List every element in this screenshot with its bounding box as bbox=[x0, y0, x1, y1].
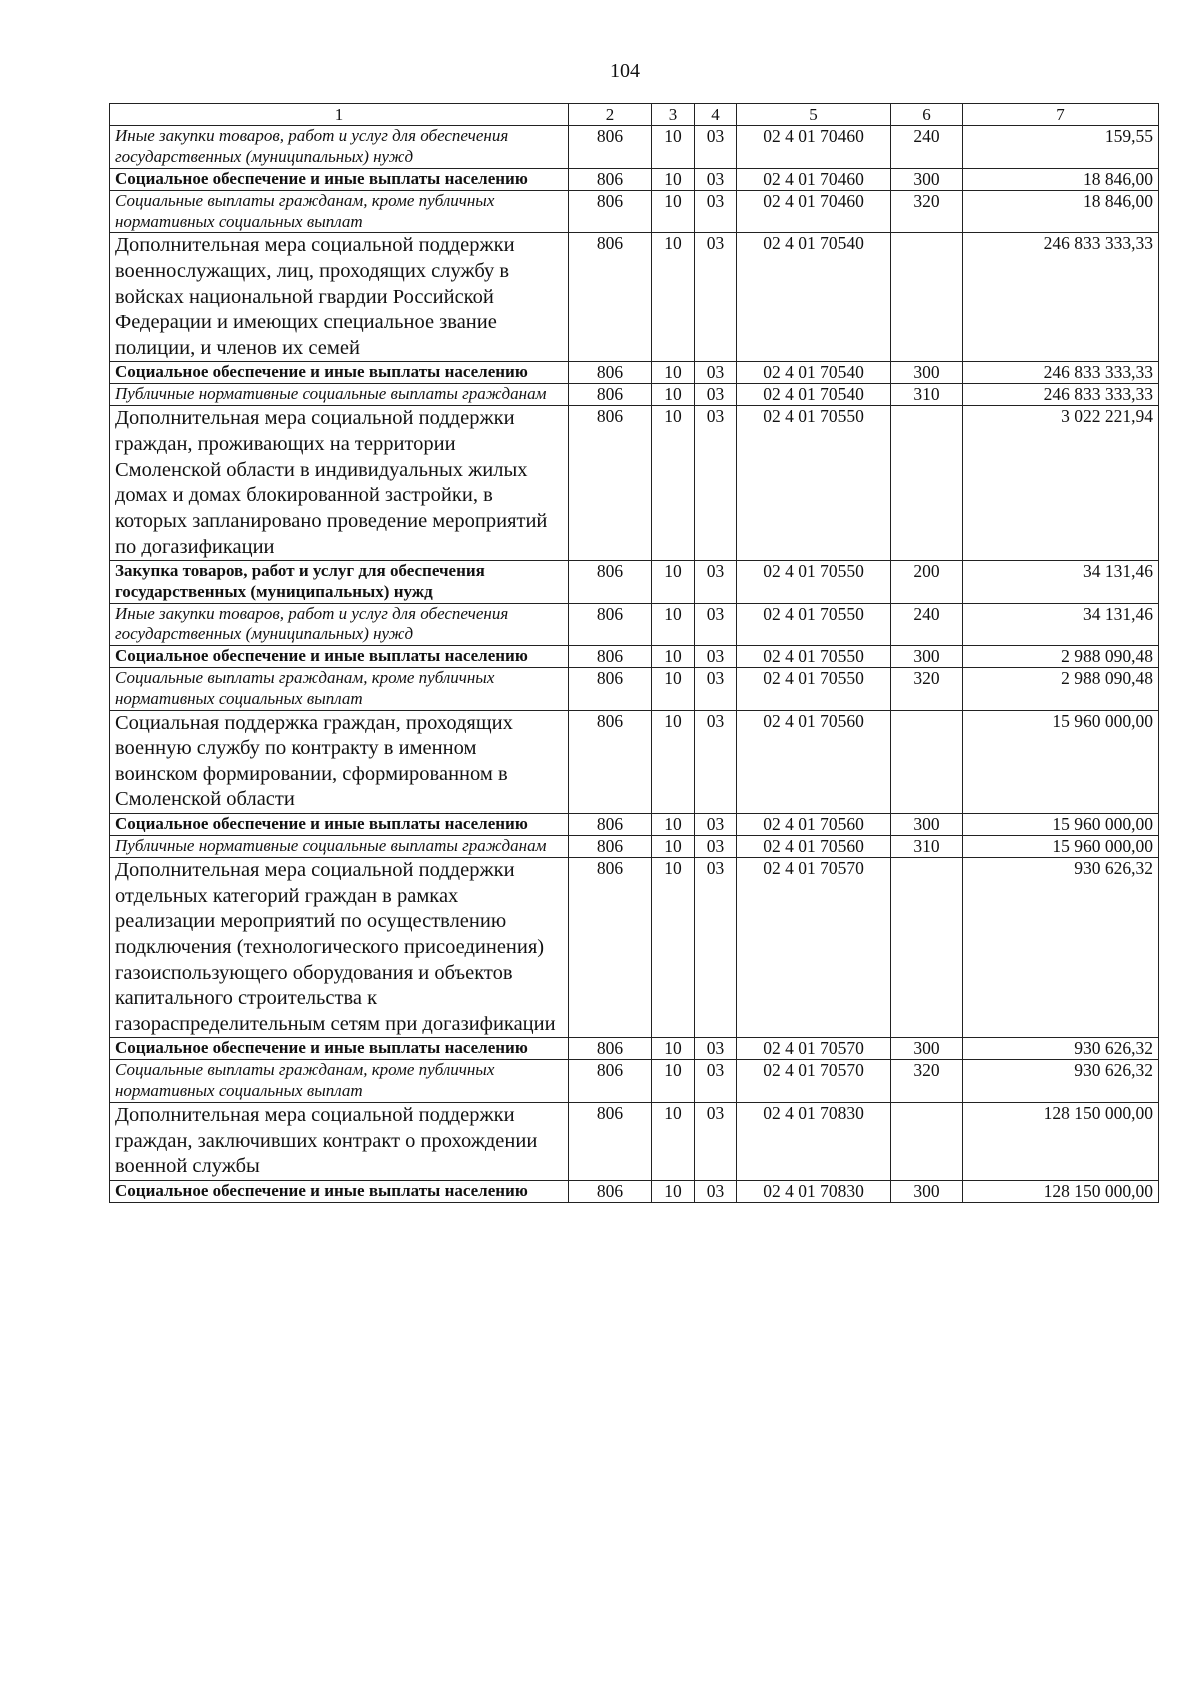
gr-code-cell: 806 bbox=[569, 561, 652, 603]
target-article-cell: 02 4 01 70540 bbox=[737, 233, 891, 362]
amount-cell: 34 131,46 bbox=[963, 603, 1159, 645]
gr-code-cell: 806 bbox=[569, 1102, 652, 1180]
budget-table bbox=[109, 103, 1159, 1203]
table-row bbox=[110, 168, 1159, 190]
expense-type-cell bbox=[891, 233, 963, 362]
page-number: 104 bbox=[610, 60, 640, 82]
row-name-cell: Дополнительная мера социальной поддержки граждан, заключивших контракт о прохождении военной службы bbox=[110, 1102, 569, 1180]
section-cell: 10 bbox=[652, 126, 695, 168]
table-body bbox=[110, 126, 1159, 1202]
table-row bbox=[110, 668, 1159, 710]
expense-type-cell bbox=[891, 406, 963, 561]
gr-code-cell: 806 bbox=[569, 710, 652, 814]
target-article-cell: 02 4 01 70560 bbox=[737, 710, 891, 814]
expense-type-cell: 300 bbox=[891, 646, 963, 668]
expense-type-cell: 320 bbox=[891, 190, 963, 232]
amount-cell: 2 988 090,48 bbox=[963, 668, 1159, 710]
amount-cell: 18 846,00 bbox=[963, 168, 1159, 190]
expense-type-cell: 240 bbox=[891, 603, 963, 645]
row-name-cell: Публичные нормативные социальные выплаты гражданам bbox=[110, 836, 569, 858]
expense-type-cell bbox=[891, 710, 963, 814]
section-cell: 10 bbox=[652, 233, 695, 362]
amount-cell: 18 846,00 bbox=[963, 190, 1159, 232]
subsection-cell: 03 bbox=[695, 603, 737, 645]
table-row bbox=[110, 814, 1159, 836]
subsection-cell: 03 bbox=[695, 1102, 737, 1180]
target-article-cell: 02 4 01 70550 bbox=[737, 646, 891, 668]
target-article-cell: 02 4 01 70570 bbox=[737, 1038, 891, 1060]
subsection-cell: 03 bbox=[695, 190, 737, 232]
amount-cell: 15 960 000,00 bbox=[963, 836, 1159, 858]
target-article-cell: 02 4 01 70550 bbox=[737, 406, 891, 561]
section-cell: 10 bbox=[652, 646, 695, 668]
amount-cell: 930 626,32 bbox=[963, 858, 1159, 1038]
column-header: 3 bbox=[652, 104, 695, 126]
section-cell: 10 bbox=[652, 384, 695, 406]
subsection-cell: 03 bbox=[695, 668, 737, 710]
table-row bbox=[110, 126, 1159, 168]
row-name-cell: Социальные выплаты гражданам, кроме публичных нормативных социальных выплат bbox=[110, 668, 569, 710]
subsection-cell: 03 bbox=[695, 406, 737, 561]
subsection-cell: 03 bbox=[695, 836, 737, 858]
row-name-cell: Социальные выплаты гражданам, кроме публичных нормативных социальных выплат bbox=[110, 190, 569, 232]
column-header: 1 bbox=[110, 104, 569, 126]
table-row bbox=[110, 603, 1159, 645]
row-name-cell: Дополнительная мера социальной поддержки отдельных категорий граждан в рамках реализации мероприятий по осуществлению подключения (технологического присоединения) газоиспользующего оборудования и объектов капитального строительства к газораспределительным сетям при догазификации bbox=[110, 858, 569, 1038]
subsection-cell: 03 bbox=[695, 646, 737, 668]
amount-cell: 246 833 333,33 bbox=[963, 362, 1159, 384]
target-article-cell: 02 4 01 70550 bbox=[737, 561, 891, 603]
gr-code-cell: 806 bbox=[569, 233, 652, 362]
row-name-cell: Социальные выплаты гражданам, кроме публичных нормативных социальных выплат bbox=[110, 1060, 569, 1102]
column-header: 6 bbox=[891, 104, 963, 126]
subsection-cell: 03 bbox=[695, 1060, 737, 1102]
table-row bbox=[110, 190, 1159, 232]
expense-type-cell: 240 bbox=[891, 126, 963, 168]
section-cell: 10 bbox=[652, 1180, 695, 1202]
amount-cell: 246 833 333,33 bbox=[963, 384, 1159, 406]
amount-cell: 15 960 000,00 bbox=[963, 710, 1159, 814]
amount-cell: 930 626,32 bbox=[963, 1060, 1159, 1102]
expense-type-cell bbox=[891, 858, 963, 1038]
subsection-cell: 03 bbox=[695, 362, 737, 384]
subsection-cell: 03 bbox=[695, 814, 737, 836]
target-article-cell: 02 4 01 70550 bbox=[737, 668, 891, 710]
row-name-cell: Социальное обеспечение и иные выплаты населению bbox=[110, 646, 569, 668]
table-row bbox=[110, 1038, 1159, 1060]
subsection-cell: 03 bbox=[695, 858, 737, 1038]
section-cell: 10 bbox=[652, 1102, 695, 1180]
subsection-cell: 03 bbox=[695, 384, 737, 406]
row-name-cell: Дополнительная мера социальной поддержки граждан, проживающих на территории Смоленской области в индивидуальных жилых домах и домах блокированной застройки, в которых запланировано проведение мероприятий по догазификации bbox=[110, 406, 569, 561]
table-row bbox=[110, 1102, 1159, 1180]
expense-type-cell: 300 bbox=[891, 814, 963, 836]
table-row bbox=[110, 384, 1159, 406]
subsection-cell: 03 bbox=[695, 561, 737, 603]
gr-code-cell: 806 bbox=[569, 836, 652, 858]
section-cell: 10 bbox=[652, 814, 695, 836]
gr-code-cell: 806 bbox=[569, 646, 652, 668]
table-row bbox=[110, 1060, 1159, 1102]
section-cell: 10 bbox=[652, 1038, 695, 1060]
expense-type-cell: 310 bbox=[891, 384, 963, 406]
gr-code-cell: 806 bbox=[569, 603, 652, 645]
expense-type-cell: 300 bbox=[891, 1180, 963, 1202]
row-name-cell: Закупка товаров, работ и услуг для обеспечения государственных (муниципальных) нужд bbox=[110, 561, 569, 603]
expense-type-cell: 320 bbox=[891, 1060, 963, 1102]
row-name-cell: Публичные нормативные социальные выплаты гражданам bbox=[110, 384, 569, 406]
gr-code-cell: 806 bbox=[569, 858, 652, 1038]
subsection-cell: 03 bbox=[695, 710, 737, 814]
table-row bbox=[110, 1180, 1159, 1202]
section-cell: 10 bbox=[652, 561, 695, 603]
gr-code-cell: 806 bbox=[569, 190, 652, 232]
row-name-cell: Социальное обеспечение и иные выплаты населению bbox=[110, 362, 569, 384]
section-cell: 10 bbox=[652, 836, 695, 858]
section-cell: 10 bbox=[652, 1060, 695, 1102]
target-article-cell: 02 4 01 70540 bbox=[737, 384, 891, 406]
row-name-cell: Социальное обеспечение и иные выплаты населению bbox=[110, 814, 569, 836]
target-article-cell: 02 4 01 70460 bbox=[737, 168, 891, 190]
expense-type-cell: 310 bbox=[891, 836, 963, 858]
target-article-cell: 02 4 01 70550 bbox=[737, 603, 891, 645]
target-article-cell: 02 4 01 70570 bbox=[737, 1060, 891, 1102]
row-name-cell: Дополнительная мера социальной поддержки военнослужащих, лиц, проходящих службу в войсках национальной гвардии Российской Федерации и имеющих специальное звание полиции, и членов их семей bbox=[110, 233, 569, 362]
gr-code-cell: 806 bbox=[569, 1038, 652, 1060]
section-cell: 10 bbox=[652, 406, 695, 561]
gr-code-cell: 806 bbox=[569, 406, 652, 561]
table-row bbox=[110, 858, 1159, 1038]
expense-type-cell: 300 bbox=[891, 1038, 963, 1060]
amount-cell: 2 988 090,48 bbox=[963, 646, 1159, 668]
target-article-cell: 02 4 01 70830 bbox=[737, 1180, 891, 1202]
amount-cell: 15 960 000,00 bbox=[963, 814, 1159, 836]
table-row bbox=[110, 406, 1159, 561]
table-row bbox=[110, 710, 1159, 814]
row-name-cell: Социальная поддержка граждан, проходящих военную службу по контракту в именном воинском формировании, сформированном в Смоленской области bbox=[110, 710, 569, 814]
gr-code-cell: 806 bbox=[569, 362, 652, 384]
subsection-cell: 03 bbox=[695, 126, 737, 168]
amount-cell: 128 150 000,00 bbox=[963, 1180, 1159, 1202]
row-name-cell: Иные закупки товаров, работ и услуг для обеспечения государственных (муниципальных) нужд bbox=[110, 603, 569, 645]
subsection-cell: 03 bbox=[695, 168, 737, 190]
row-name-cell: Социальное обеспечение и иные выплаты населению bbox=[110, 1038, 569, 1060]
row-name-cell: Социальное обеспечение и иные выплаты населению bbox=[110, 1180, 569, 1202]
section-cell: 10 bbox=[652, 858, 695, 1038]
expense-type-cell: 300 bbox=[891, 362, 963, 384]
target-article-cell: 02 4 01 70560 bbox=[737, 836, 891, 858]
gr-code-cell: 806 bbox=[569, 1060, 652, 1102]
table-row bbox=[110, 646, 1159, 668]
expense-type-cell: 300 bbox=[891, 168, 963, 190]
target-article-cell: 02 4 01 70540 bbox=[737, 362, 891, 384]
amount-cell: 128 150 000,00 bbox=[963, 1102, 1159, 1180]
table-row bbox=[110, 561, 1159, 603]
section-cell: 10 bbox=[652, 668, 695, 710]
section-cell: 10 bbox=[652, 362, 695, 384]
target-article-cell: 02 4 01 70460 bbox=[737, 126, 891, 168]
subsection-cell: 03 bbox=[695, 1180, 737, 1202]
target-article-cell: 02 4 01 70570 bbox=[737, 858, 891, 1038]
amount-cell: 930 626,32 bbox=[963, 1038, 1159, 1060]
table-row bbox=[110, 233, 1159, 362]
column-header: 7 bbox=[963, 104, 1159, 126]
section-cell: 10 bbox=[652, 190, 695, 232]
amount-cell: 246 833 333,33 bbox=[963, 233, 1159, 362]
column-header: 2 bbox=[569, 104, 652, 126]
expense-type-cell: 200 bbox=[891, 561, 963, 603]
table-row bbox=[110, 836, 1159, 858]
target-article-cell: 02 4 01 70830 bbox=[737, 1102, 891, 1180]
subsection-cell: 03 bbox=[695, 233, 737, 362]
subsection-cell: 03 bbox=[695, 1038, 737, 1060]
row-name-cell: Социальное обеспечение и иные выплаты населению bbox=[110, 168, 569, 190]
amount-cell: 34 131,46 bbox=[963, 561, 1159, 603]
column-header: 5 bbox=[737, 104, 891, 126]
gr-code-cell: 806 bbox=[569, 168, 652, 190]
row-name-cell: Иные закупки товаров, работ и услуг для обеспечения государственных (муниципальных) нужд bbox=[110, 126, 569, 168]
gr-code-cell: 806 bbox=[569, 1180, 652, 1202]
section-cell: 10 bbox=[652, 603, 695, 645]
amount-cell: 159,55 bbox=[963, 126, 1159, 168]
gr-code-cell: 806 bbox=[569, 384, 652, 406]
target-article-cell: 02 4 01 70460 bbox=[737, 190, 891, 232]
section-cell: 10 bbox=[652, 168, 695, 190]
gr-code-cell: 806 bbox=[569, 668, 652, 710]
expense-type-cell bbox=[891, 1102, 963, 1180]
target-article-cell: 02 4 01 70560 bbox=[737, 814, 891, 836]
amount-cell: 3 022 221,94 bbox=[963, 406, 1159, 561]
expense-type-cell: 320 bbox=[891, 668, 963, 710]
table-row bbox=[110, 362, 1159, 384]
gr-code-cell: 806 bbox=[569, 814, 652, 836]
table-header-row bbox=[110, 104, 1159, 126]
gr-code-cell: 806 bbox=[569, 126, 652, 168]
column-header: 4 bbox=[695, 104, 737, 126]
section-cell: 10 bbox=[652, 710, 695, 814]
